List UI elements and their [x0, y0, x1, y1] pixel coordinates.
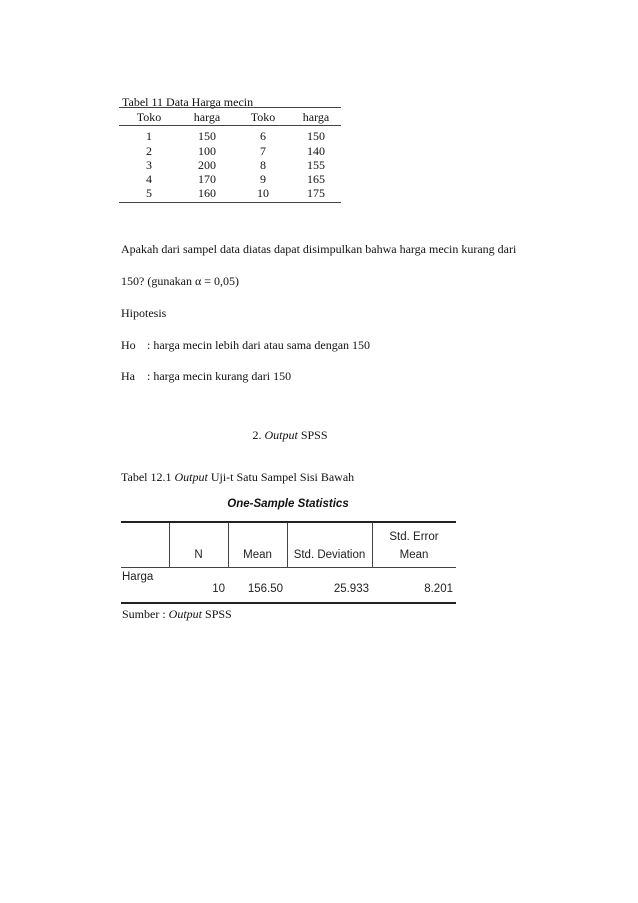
value-std-error: 8.201	[424, 583, 453, 595]
cell: 140	[307, 143, 325, 158]
section-number: 2.	[252, 428, 262, 442]
spss-table-title: One-Sample Statistics	[227, 498, 349, 510]
table-row	[119, 126, 341, 144]
header-toko-2: Toko	[250, 110, 276, 124]
cell: 200	[198, 157, 216, 172]
table-row	[119, 144, 341, 158]
spss-top-border	[121, 521, 456, 523]
header-std-deviation: Std. Deviation	[293, 549, 366, 561]
spss-col-divider	[287, 523, 288, 568]
cell: 1	[146, 129, 152, 144]
cell: 4	[146, 172, 152, 187]
cell: 2	[146, 143, 152, 158]
cell: 10	[257, 186, 269, 201]
question-line-1: Apakah dari sampel data diatas dapat disimpulkan bahwa harga mecin kurang dari	[121, 242, 517, 256]
section-heading	[0, 428, 580, 442]
spss-header-border	[121, 567, 456, 568]
table12-caption-prefix: Tabel 12.1	[121, 470, 172, 484]
header-harga-1: harga	[193, 110, 221, 124]
header-mean: Mean	[243, 549, 272, 561]
table-row	[119, 186, 341, 202]
spss-col-divider	[372, 523, 373, 568]
source-note	[122, 607, 232, 621]
cell: 3	[146, 157, 152, 172]
table-row	[119, 172, 341, 186]
spss-col-divider	[228, 523, 229, 568]
source-rest: SPSS	[205, 607, 232, 621]
header-n: N	[194, 549, 203, 561]
table-header-row	[119, 108, 341, 126]
cell: 5	[146, 186, 152, 201]
ha-text: : harga mecin kurang dari 150	[147, 369, 292, 383]
table12-caption	[121, 470, 354, 484]
hipotesis-title: Hipotesis	[121, 306, 167, 320]
table-row	[119, 158, 341, 172]
cell: 6	[260, 129, 266, 144]
spss-col-divider	[169, 523, 170, 568]
cell: 8	[260, 157, 266, 172]
ho-text: : harga mecin lebih dari atau sama dengan 150	[147, 338, 371, 352]
row-label-harga: Harga	[122, 571, 154, 583]
table11-caption: Tabel 11 Data Harga mecin	[122, 95, 254, 109]
value-std-deviation: 25.933	[333, 583, 369, 595]
cell: 9	[260, 172, 266, 187]
section-rest: SPSS	[300, 428, 328, 442]
cell: 150	[198, 129, 216, 144]
value-mean: 156.50	[247, 583, 283, 595]
header-toko-1: Toko	[136, 110, 162, 124]
cell: 175	[307, 186, 325, 201]
header-se-line1: Std. Error	[389, 531, 439, 543]
header-harga-2: harga	[302, 110, 330, 124]
hypothesis-ha	[121, 369, 291, 383]
cell: 150	[307, 129, 325, 144]
header-se-line2: Mean	[399, 549, 429, 561]
value-n: 10	[212, 583, 225, 595]
cell: 7	[260, 143, 266, 158]
table12-caption-italic: Output	[174, 470, 208, 484]
cell: 170	[198, 172, 216, 187]
cell: 100	[198, 143, 216, 158]
cell: 165	[307, 172, 325, 187]
source-prefix: Sumber :	[122, 607, 166, 621]
cell: 160	[198, 186, 216, 201]
spss-bottom-border	[121, 602, 456, 604]
question-line-2: 150? (gunakan α = 0,05)	[121, 274, 240, 288]
section-italic: Output	[264, 428, 298, 442]
table12-caption-rest: Uji-t Satu Sampel Sisi Bawah	[210, 470, 355, 484]
ha-label: Ha	[121, 369, 135, 383]
source-italic: Output	[168, 607, 203, 621]
hypothesis-ho	[121, 338, 370, 352]
harga-mecin-table	[119, 107, 341, 203]
cell: 155	[307, 157, 325, 172]
ho-label: Ho	[121, 338, 136, 352]
